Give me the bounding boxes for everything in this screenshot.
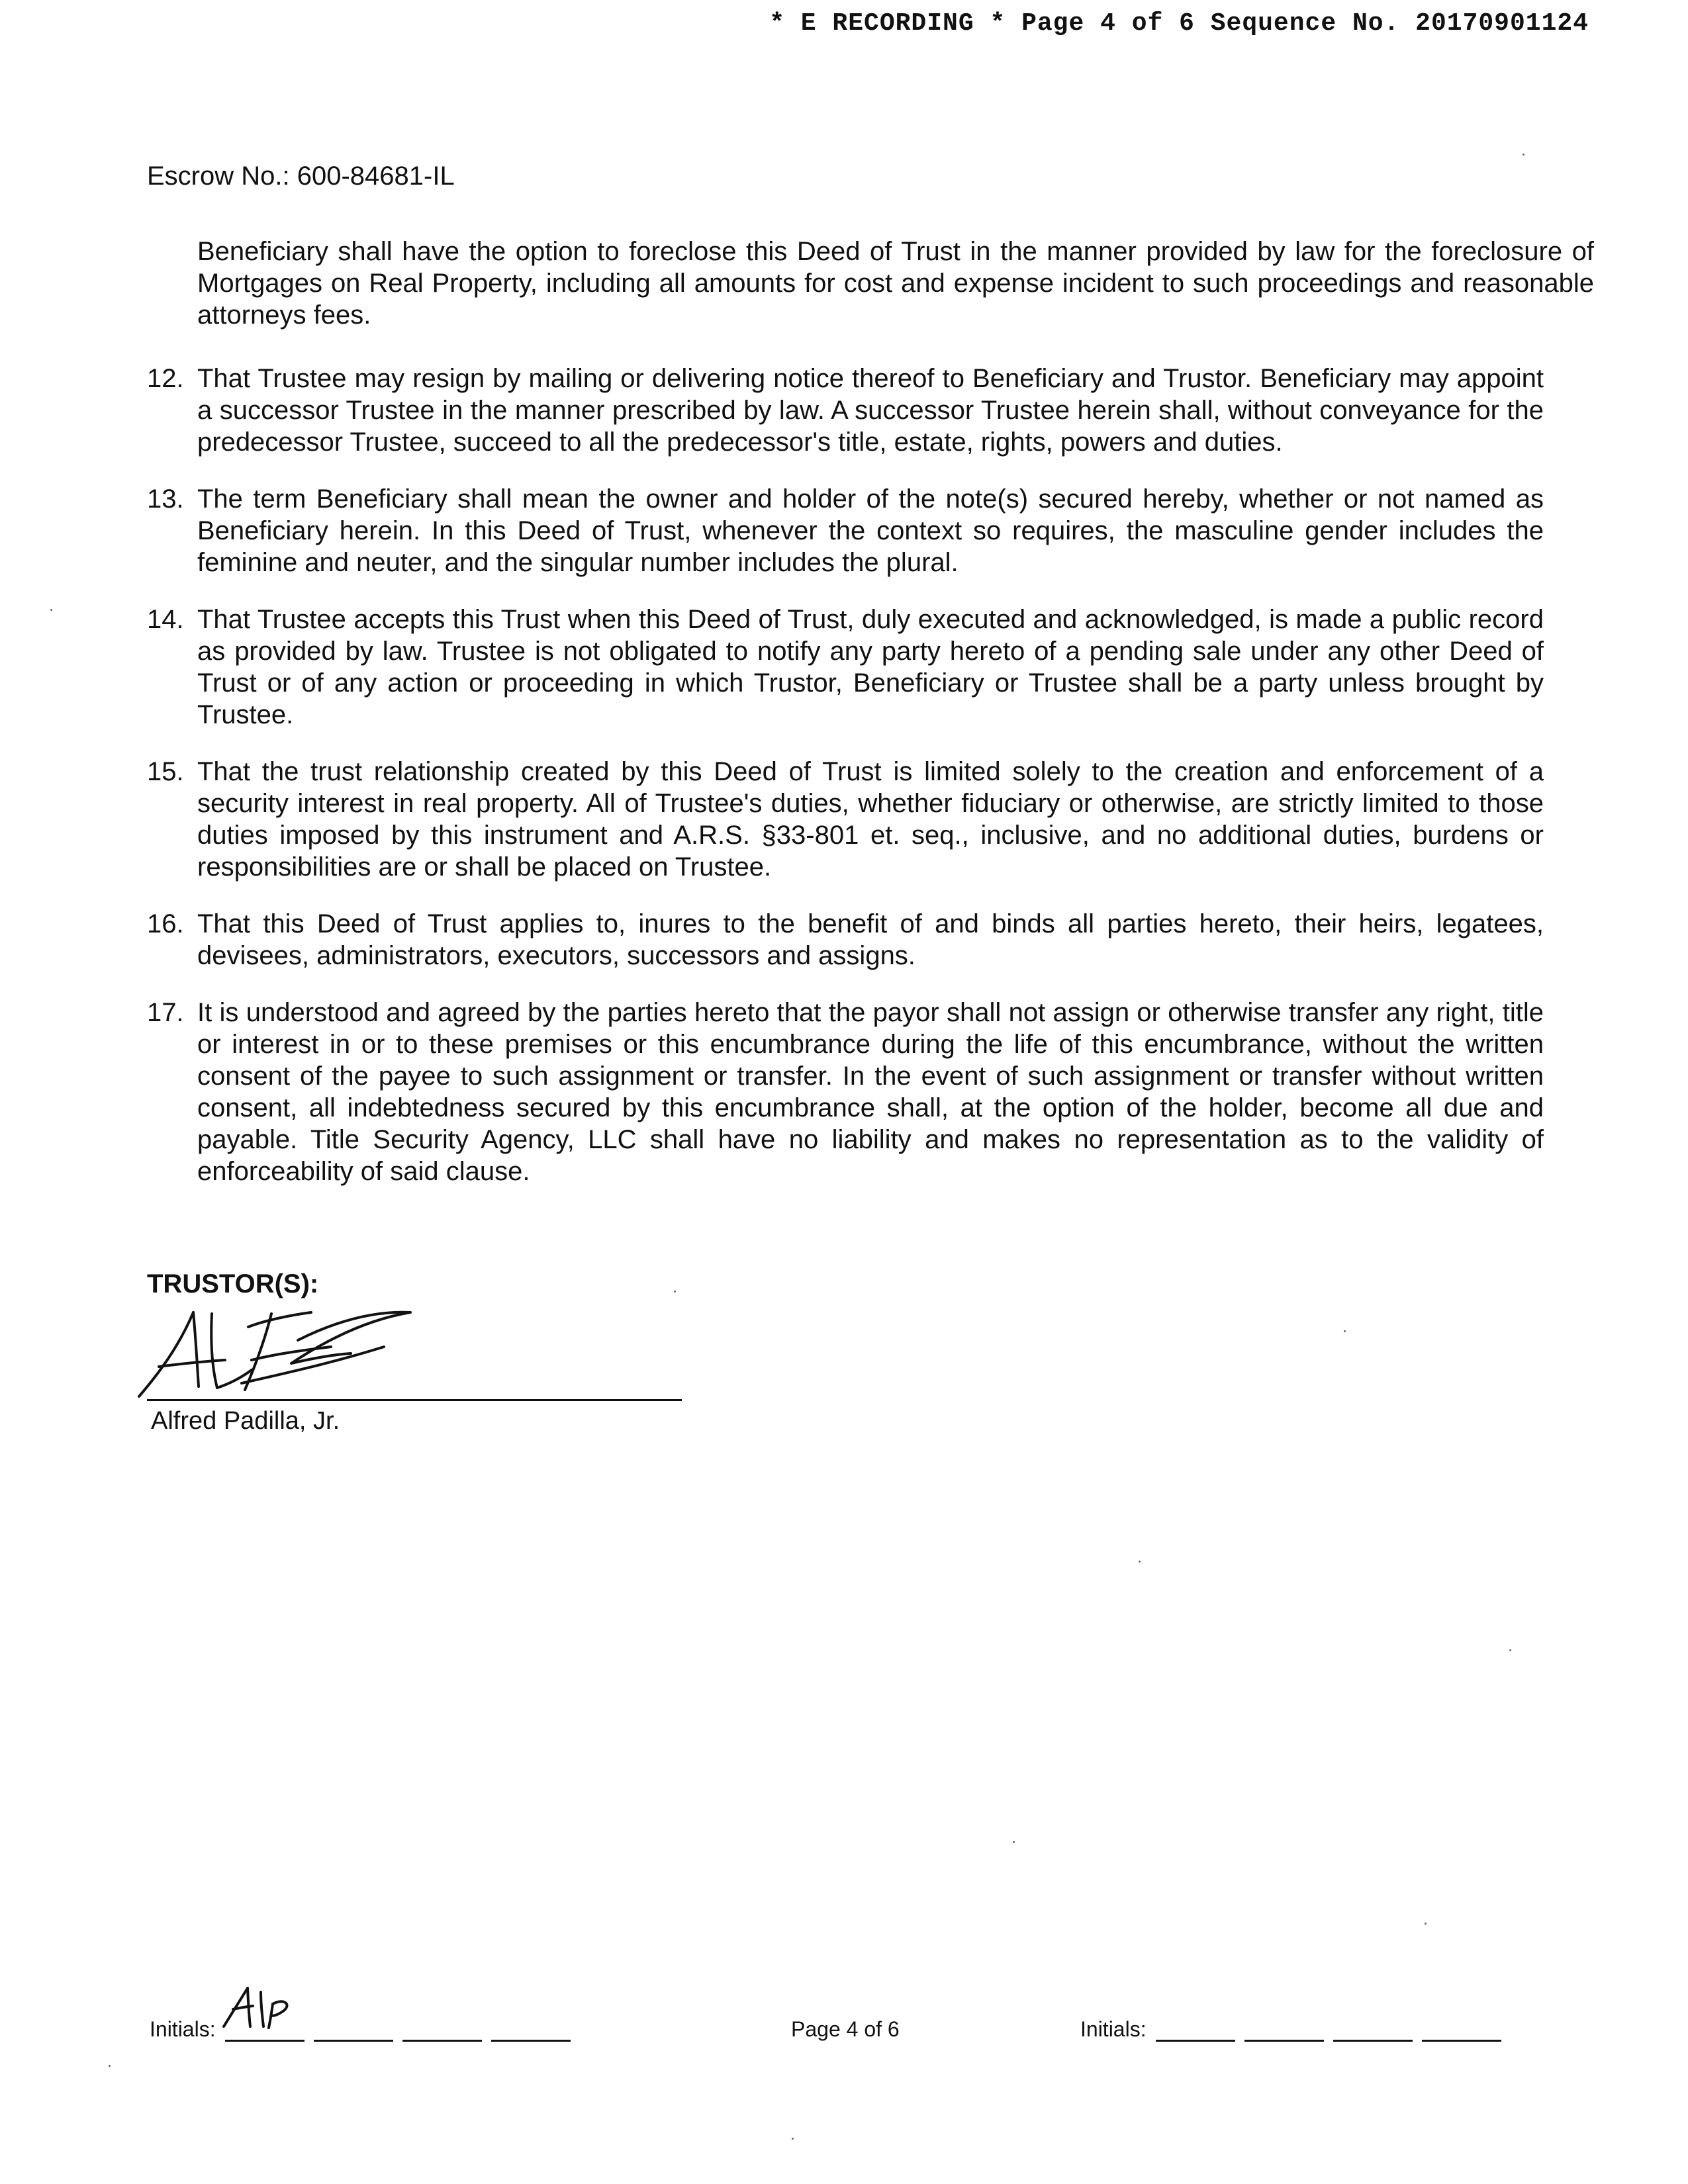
initials-blank bbox=[1333, 2026, 1413, 2042]
handwritten-initials bbox=[218, 1984, 298, 2030]
scan-speck bbox=[1139, 1561, 1141, 1563]
clause-13 bbox=[147, 483, 1544, 578]
scan-speck bbox=[1344, 1330, 1346, 1332]
scan-speck bbox=[1425, 1923, 1427, 1925]
scan-speck bbox=[674, 1291, 676, 1293]
clause-16 bbox=[147, 908, 1544, 972]
scan-speck bbox=[1509, 1649, 1511, 1651]
initials-label: Initials: bbox=[150, 2017, 216, 2041]
initials-blank bbox=[1244, 2026, 1324, 2042]
clause-number: 12. bbox=[147, 364, 184, 393]
scan-speck bbox=[1523, 154, 1524, 156]
clause-text: That Trustee accepts this Trust when this Deed of Trust, duly executed and acknowledged, is made a public record as provided by law. Trustee is not obligated to notify any party hereto of a pending sale under any other Deed of Trust or of any action or proceeding in which Trustor, Beneficiary or Trustee shall be a party unless brought by Trustee. bbox=[197, 605, 1544, 729]
initials-blank bbox=[314, 2026, 393, 2042]
initials-blank bbox=[491, 2026, 571, 2042]
initials-blank bbox=[1156, 2026, 1235, 2042]
clause-number: 14. bbox=[147, 605, 184, 634]
escrow-number: Escrow No.: 600-84681-IL bbox=[147, 161, 455, 191]
clause-17 bbox=[147, 997, 1544, 1187]
clause-12 bbox=[147, 363, 1544, 458]
initials-left bbox=[150, 2017, 571, 2042]
initials-right bbox=[1080, 2017, 1501, 2042]
clause-number: 16. bbox=[147, 909, 184, 938]
clause-list bbox=[147, 363, 1544, 1212]
trustor-heading: TRUSTOR(S): bbox=[147, 1269, 319, 1298]
signature-image bbox=[132, 1300, 437, 1406]
clause-15 bbox=[147, 756, 1544, 883]
signer-name: Alfred Padilla, Jr. bbox=[151, 1407, 340, 1435]
initials-label: Initials: bbox=[1080, 2017, 1147, 2041]
scan-speck bbox=[109, 2065, 111, 2067]
clause-text: That this Deed of Trust applies to, inures to the benefit of and binds all parties hereto, their heirs, legatees, devisees, administrators, executors, successors and assigns. bbox=[197, 909, 1544, 970]
recording-stamp: * E RECORDING * Page 4 of 6 Sequence No. 20170901124 bbox=[769, 9, 1589, 38]
scan-speck bbox=[50, 609, 52, 611]
scan-speck bbox=[1013, 1841, 1015, 1843]
clause-text: It is understood and agreed by the parties hereto that the payor shall not assign or otherwise transfer any right, title or interest in or to these premises or this encumbrance during the life of this encumbrance, without the written consent of the payee to such assignment or transfer. In the event of such assignment or transfer without written consent, all indebtedness secured by this encumbrance shall, at the option of the holder, become all due and payable. Title Security Agency, LLC shall have no liability and makes no representation as to the validity of enforceability of said clause. bbox=[197, 998, 1544, 1186]
scan-speck bbox=[792, 2138, 794, 2140]
clause-number: 15. bbox=[147, 757, 184, 786]
page-number: Page 4 of 6 bbox=[791, 2017, 900, 2041]
intro-paragraph: Beneficiary shall have the option to foreclose this Deed of Trust in the manner provided by law for the foreclosure of Mortgages on Real Property, including all amounts for cost and expense incident to such proceedings and reasonable attorneys fees. bbox=[197, 237, 1594, 330]
clause-number: 13. bbox=[147, 484, 184, 514]
initials-blank bbox=[402, 2026, 482, 2042]
signature-line bbox=[147, 1399, 682, 1401]
clause-text: The term Beneficiary shall mean the owner and holder of the note(s) secured hereby, whether or not named as Beneficiary herein. In this Deed of Trust, whenever the context so requires, the masculine gender includes the feminine and neuter, and the singular number includes the plural. bbox=[197, 484, 1544, 577]
clause-text: That Trustee may resign by mailing or delivering notice thereof to Beneficiary and Trustor. Beneficiary may appoint a successor Trustee in the manner prescribed by law. A successor Trustee herein shall, without conveyance for the predecessor Trustee, succeed to all the predecessor's title, estate, rights, powers and duties. bbox=[197, 364, 1544, 457]
clause-number: 17. bbox=[147, 998, 184, 1027]
clause-text: That the trust relationship created by this Deed of Trust is limited solely to the creation and enforcement of a security interest in real property. All of Trustee's duties, whether fiduciary or otherwise, are strictly limited to those duties imposed by this instrument and A.R.S. §33-801 et. seq., inclusive, and no additional duties, burdens or responsibilities are or shall be placed on Trustee. bbox=[197, 757, 1544, 882]
clause-14 bbox=[147, 604, 1544, 731]
initials-blank bbox=[1422, 2026, 1501, 2042]
